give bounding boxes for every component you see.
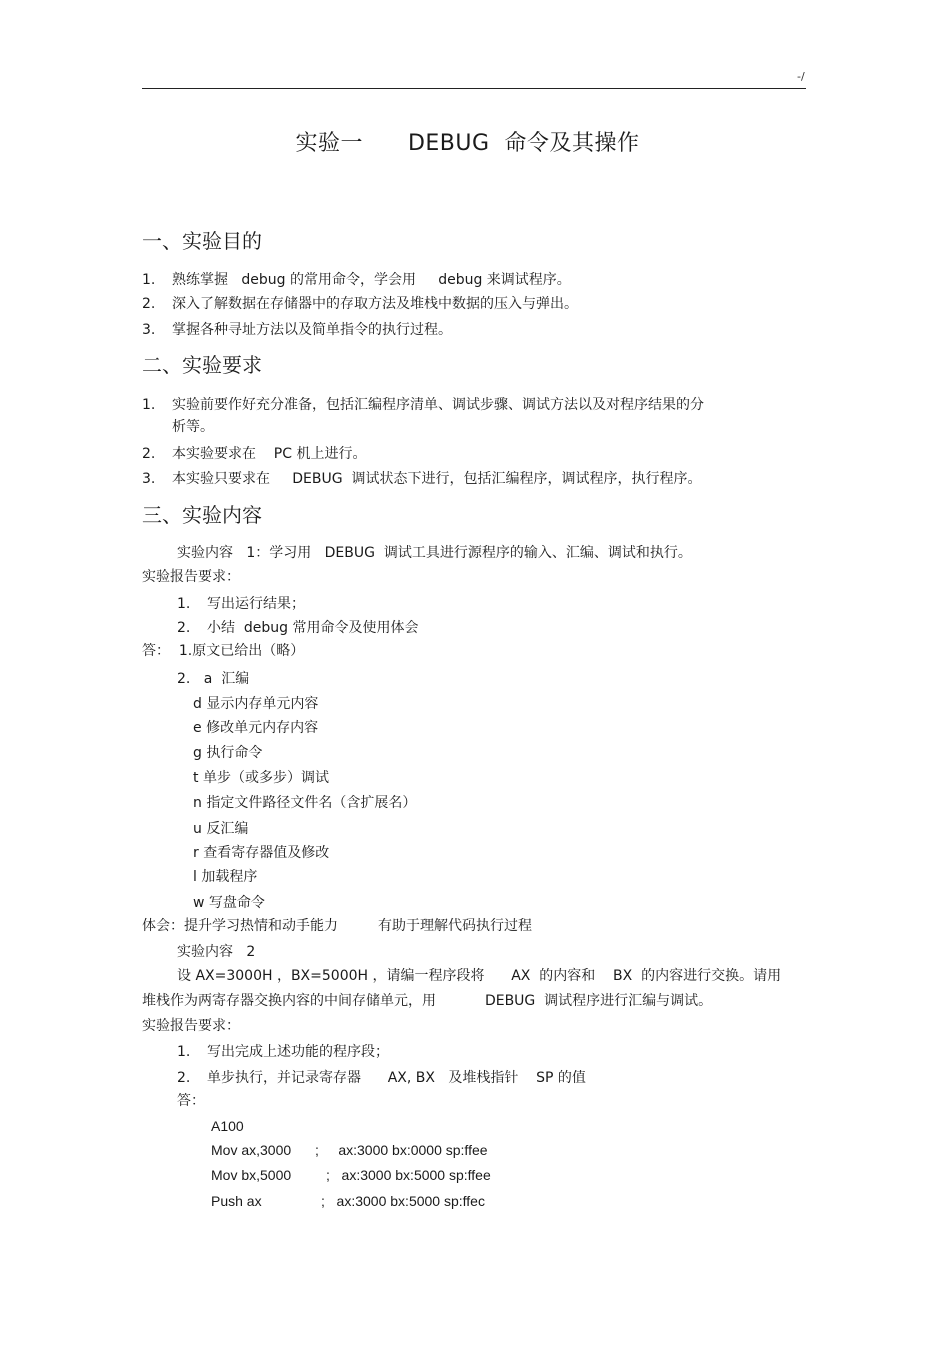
report-requirements-label: 实验报告要求： <box>142 1018 240 1034</box>
content-2-title: 实验内容 2 <box>177 944 256 960</box>
content-2-description: 堆栈作为两寄存器交换内容的中间存储单元，用 DEBUG 调试程序进行汇编与调试。 <box>142 993 713 1009</box>
list-item-number: 2. <box>142 296 156 312</box>
report-requirements-label: 实验报告要求： <box>142 569 240 585</box>
document-title: 实验一 DEBUG 命令及其操作 <box>295 131 640 156</box>
list-item-text: 析等。 <box>172 419 214 435</box>
list-item <box>177 617 419 637</box>
list-item <box>177 1067 586 1087</box>
answer-1-part-2: 2. a 汇编 <box>177 671 250 687</box>
command-item: g 执行命令 <box>193 745 263 761</box>
list-item <box>177 593 305 613</box>
code-comment: ; ax:3000 bx:5000 sp:ffec <box>321 1193 485 1209</box>
page-mark: -/ <box>797 70 805 83</box>
section-2-heading: 二、实验要求 <box>142 353 262 377</box>
command-item: l 加载程序 <box>193 869 258 885</box>
code-instruction: Mov bx,5000 <box>211 1167 292 1183</box>
list-item <box>142 269 571 289</box>
list-item-number: 1. <box>177 596 191 612</box>
list-item-text: 熟练掌握 debug 的常用命令，学会用 debug 来调试程序。 <box>172 272 571 288</box>
list-item-number: 1. <box>142 272 156 288</box>
code-instruction: A100 <box>211 1118 244 1134</box>
list-item-text: 小结 debug 常用命令及使用体会 <box>207 620 419 636</box>
list-item <box>142 319 452 339</box>
code-line <box>211 1167 491 1183</box>
list-item-number: 2. <box>142 446 156 462</box>
code-line <box>211 1193 485 1209</box>
list-item-continuation <box>142 416 214 436</box>
list-item-number: 3. <box>142 322 156 338</box>
list-item-text: 写出运行结果； <box>207 596 305 612</box>
list-item-text: 本实验只要求在 DEBUG 调试状态下进行，包括汇编程序，调试程序，执行程序。 <box>172 471 702 487</box>
list-item-number: 1. <box>142 397 156 413</box>
section-1-heading: 一、实验目的 <box>142 229 262 253</box>
header-rule <box>142 88 806 89</box>
command-item: n 指定文件路径文件名（含扩展名） <box>193 795 417 811</box>
command-item: d 显示内存单元内容 <box>193 696 319 712</box>
list-item-number: 3. <box>142 471 156 487</box>
code-instruction: Mov ax,3000 <box>211 1142 292 1158</box>
command-item: t 单步（或多步）调试 <box>193 770 329 786</box>
command-item: r 查看寄存器值及修改 <box>193 845 330 861</box>
answer-1: 答： 1.原文已给出（略） <box>142 643 305 659</box>
list-item <box>142 394 704 414</box>
content-2-description: 设 AX=3000H ，BX=5000H ，请编一程序段将 AX 的内容和 BX 的内容进行交换。请用 <box>177 968 782 984</box>
code-line <box>211 1118 244 1134</box>
command-item: u 反汇编 <box>193 821 249 837</box>
list-item <box>142 443 366 463</box>
section-3-heading: 三、实验内容 <box>142 503 262 527</box>
experience-text: 体会：提升学习热情和动手能力 有助于理解代码执行过程 <box>142 918 533 934</box>
list-item-number: 2. <box>177 620 191 636</box>
list-item <box>142 468 701 488</box>
code-line <box>211 1142 488 1158</box>
content-1-title: 实验内容 1：学习用 DEBUG 调试工具进行源程序的输入、汇编、调试和执行。 <box>177 545 692 561</box>
list-item <box>177 1041 389 1061</box>
code-comment: ; ax:3000 bx:5000 sp:ffee <box>326 1167 491 1183</box>
list-item-text: 单步执行，并记录寄存器 AX, BX 及堆栈指针 SP 的值 <box>207 1070 586 1086</box>
list-item <box>142 293 578 313</box>
list-item-number: 2. <box>177 1070 191 1086</box>
command-item: e 修改单元内存内容 <box>193 720 319 736</box>
list-item-text: 掌握各种寻址方法以及简单指令的执行过程。 <box>172 322 452 338</box>
list-item-text: 本实验要求在 PC 机上进行。 <box>172 446 367 462</box>
list-item-text: 深入了解数据在存储器中的存取方法及堆栈中数据的压入与弹出。 <box>172 296 578 312</box>
code-comment: ; ax:3000 bx:0000 sp:ffee <box>315 1142 488 1158</box>
list-item-text: 写出完成上述功能的程序段； <box>207 1044 389 1060</box>
list-item-number: 1. <box>177 1044 191 1060</box>
answer-2: 答： <box>177 1093 205 1109</box>
list-item-text: 实验前要作好充分准备，包括汇编程序清单、调试步骤、调试方法以及对程序结果的分 <box>172 397 704 413</box>
code-instruction: Push ax <box>211 1193 262 1209</box>
command-item: w 写盘命令 <box>193 895 265 911</box>
